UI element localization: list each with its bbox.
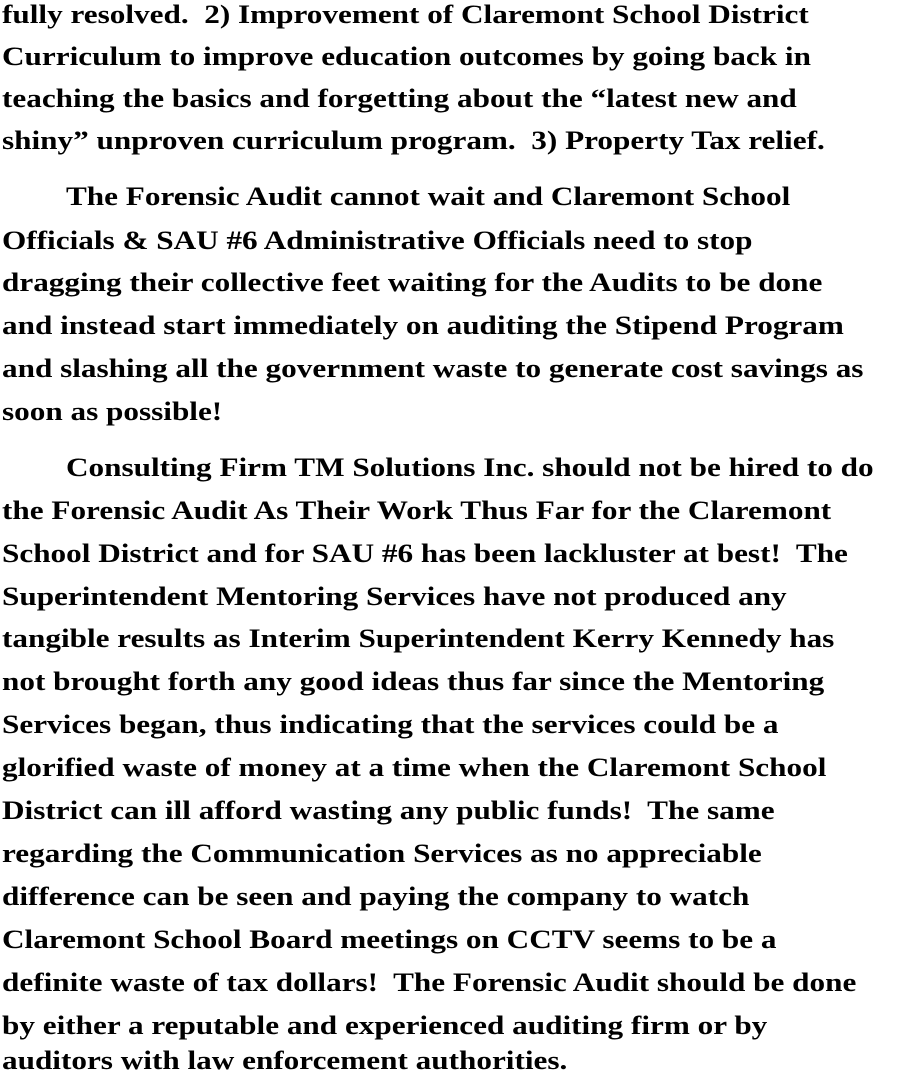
p2-line-5: and slashing all the government waste to generate cost savings as	[2, 354, 864, 383]
p3-line-13: definite waste of tax dollars! The Forensic Audit should be done	[2, 968, 857, 997]
p3-line-8: glorified waste of money at a time when the Claremont School	[2, 753, 827, 782]
p3-line-9: District can ill afford wasting any public funds! The same	[2, 796, 775, 825]
p3-line-5: tangible results as Interim Superintendent Kerry Kennedy has	[2, 624, 835, 653]
p3-line-12: Claremont School Board meetings on CCTV seems to be a	[2, 925, 777, 954]
p3-line-11: difference can be seen and paying the company to watch	[2, 882, 750, 911]
p3-line-4: Superintendent Mentoring Services have not produced any	[2, 582, 787, 611]
p3-line-1: Consulting Firm TM Solutions Inc. should not be hired to do	[66, 453, 874, 482]
p3-line-3: School District and for SAU #6 has been lackluster at best! The	[2, 539, 848, 568]
p3-line-10: regarding the Communication Services as no appreciable	[2, 839, 762, 868]
p1-line-2: Curriculum to improve education outcomes by going back in	[2, 42, 811, 71]
p3-line-15: auditors with law enforcement authorities.	[2, 1046, 568, 1075]
p3-line-2: the Forensic Audit As Their Work Thus Far for the Claremont	[2, 496, 832, 525]
p1-line-3: teaching the basics and forgetting about the “latest new and	[2, 84, 797, 113]
p2-line-6: soon as possible!	[2, 397, 223, 426]
p1-line-1: fully resolved. 2) Improvement of Claremont School District	[2, 0, 809, 29]
p2-line-2: Officials & SAU #6 Administrative Officials need to stop	[2, 226, 753, 255]
p3-line-7: Services began, thus indicating that the services could be a	[2, 710, 779, 739]
p3-line-6: not brought forth any good ideas thus far since the Mentoring	[2, 667, 825, 696]
p2-line-3: dragging their collective feet waiting for the Audits to be done	[2, 268, 823, 297]
p1-line-4: shiny” unproven curriculum program. 3) Property Tax relief.	[2, 126, 825, 155]
p3-line-14: by either a reputable and experienced auditing firm or by	[2, 1011, 768, 1040]
p2-line-1: The Forensic Audit cannot wait and Claremont School	[66, 182, 791, 211]
p2-line-4: and instead start immediately on auditing the Stipend Program	[2, 311, 844, 340]
